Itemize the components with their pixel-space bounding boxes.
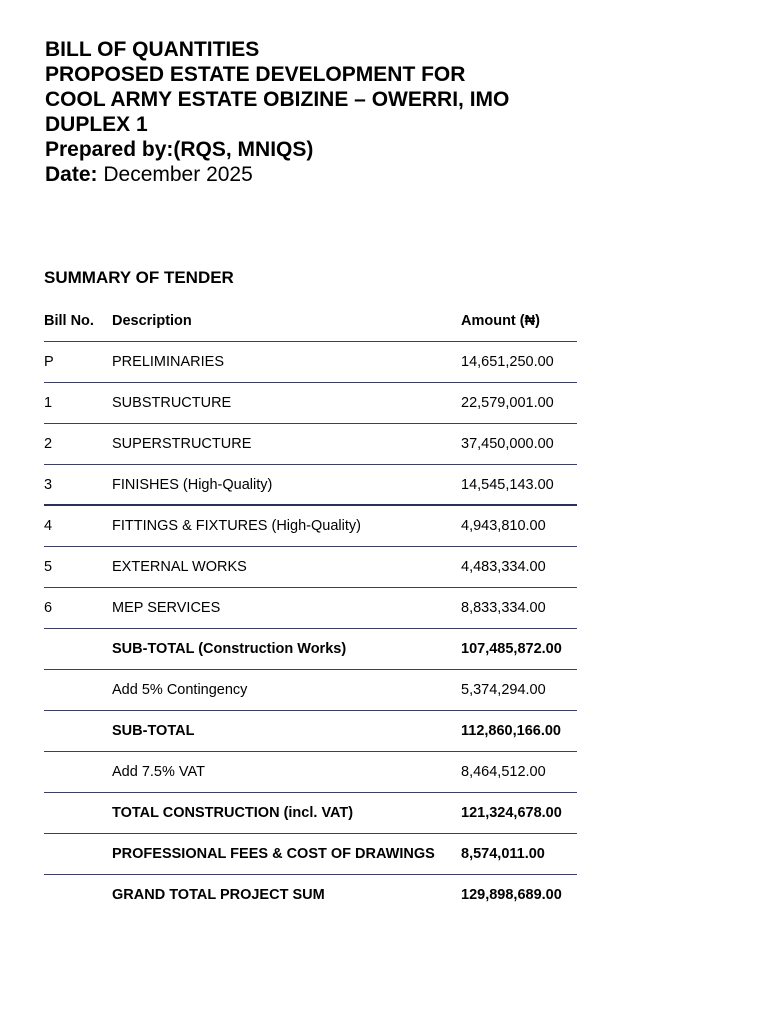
table-row [44, 588, 577, 629]
column-header-bill-no: Bill No. [44, 313, 94, 329]
vat-row [44, 752, 577, 793]
bill-no: 5 [44, 559, 53, 575]
grand-total-row [44, 875, 577, 915]
amount: 112,860,166.00 [461, 723, 561, 739]
table-row [44, 383, 577, 424]
date-line [45, 162, 745, 187]
description: EXTERNAL WORKS [112, 559, 247, 575]
contingency-row [44, 670, 577, 711]
summary-table [44, 301, 577, 915]
description: FITTINGS & FIXTURES (High-Quality) [112, 518, 361, 534]
column-header-description: Description [112, 313, 192, 329]
description: PROFESSIONAL FEES & COST OF DRAWINGS [112, 846, 435, 862]
prepared-by: Prepared by:(RQS, MNIQS) [45, 138, 314, 161]
table-row [44, 465, 577, 506]
date-label: Date: [45, 163, 98, 186]
column-header-amount: Amount (₦) [461, 313, 540, 329]
bill-no: 4 [44, 518, 53, 534]
amount: 4,943,810.00 [461, 518, 546, 534]
amount: 107,485,872.00 [461, 641, 562, 657]
description: SUBSTRUCTURE [112, 395, 232, 411]
description: PRELIMINARIES [112, 354, 224, 370]
amount: 129,898,689.00 [461, 887, 562, 903]
description: TOTAL CONSTRUCTION (incl. VAT) [112, 805, 354, 821]
amount: 5,374,294.00 [461, 682, 546, 698]
amount: 14,651,250.00 [461, 354, 554, 370]
amount: 22,579,001.00 [461, 395, 554, 411]
amount: 4,483,334.00 [461, 559, 546, 575]
description: SUB-TOTAL (Construction Works) [112, 641, 347, 657]
table-row [44, 547, 577, 588]
description: MEP SERVICES [112, 600, 221, 616]
bill-no: 6 [44, 600, 53, 616]
bill-no: 3 [44, 477, 53, 493]
description: FINISHES (High-Quality) [112, 477, 273, 493]
description: Add 7.5% VAT [112, 764, 205, 780]
amount: 8,833,334.00 [461, 600, 546, 616]
description: Add 5% Contingency [112, 682, 248, 698]
table-row [44, 506, 577, 547]
table-row [44, 424, 577, 465]
total-construction-row [44, 793, 577, 834]
bill-no: 1 [44, 395, 53, 411]
amount: 8,464,512.00 [461, 764, 546, 780]
amount: 8,574,011.00 [461, 846, 545, 862]
bill-no: 2 [44, 436, 53, 452]
table-row [44, 342, 577, 383]
doc-title: BILL OF QUANTITIES [45, 38, 260, 61]
amount: 121,324,678.00 [461, 805, 562, 821]
amount: 37,450,000.00 [461, 436, 554, 452]
amount: 14,545,143.00 [461, 477, 554, 493]
building-type: DUPLEX 1 [45, 113, 148, 136]
subtotal-row [44, 711, 577, 752]
document-header [45, 37, 745, 187]
project-title: PROPOSED ESTATE DEVELOPMENT FOR [45, 63, 466, 86]
subtotal-construction-row [44, 629, 577, 670]
professional-fees-row [44, 834, 577, 875]
summary-title: SUMMARY OF TENDER [44, 268, 234, 287]
table-header-row [44, 301, 577, 342]
bill-no: P [44, 354, 54, 370]
description: SUB-TOTAL [112, 723, 195, 739]
description: GRAND TOTAL PROJECT SUM [112, 887, 325, 903]
date-value: December 2025 [103, 163, 253, 186]
description: SUPERSTRUCTURE [112, 436, 252, 452]
project-location: COOL ARMY ESTATE OBIZINE – OWERRI, IMO [45, 88, 510, 111]
